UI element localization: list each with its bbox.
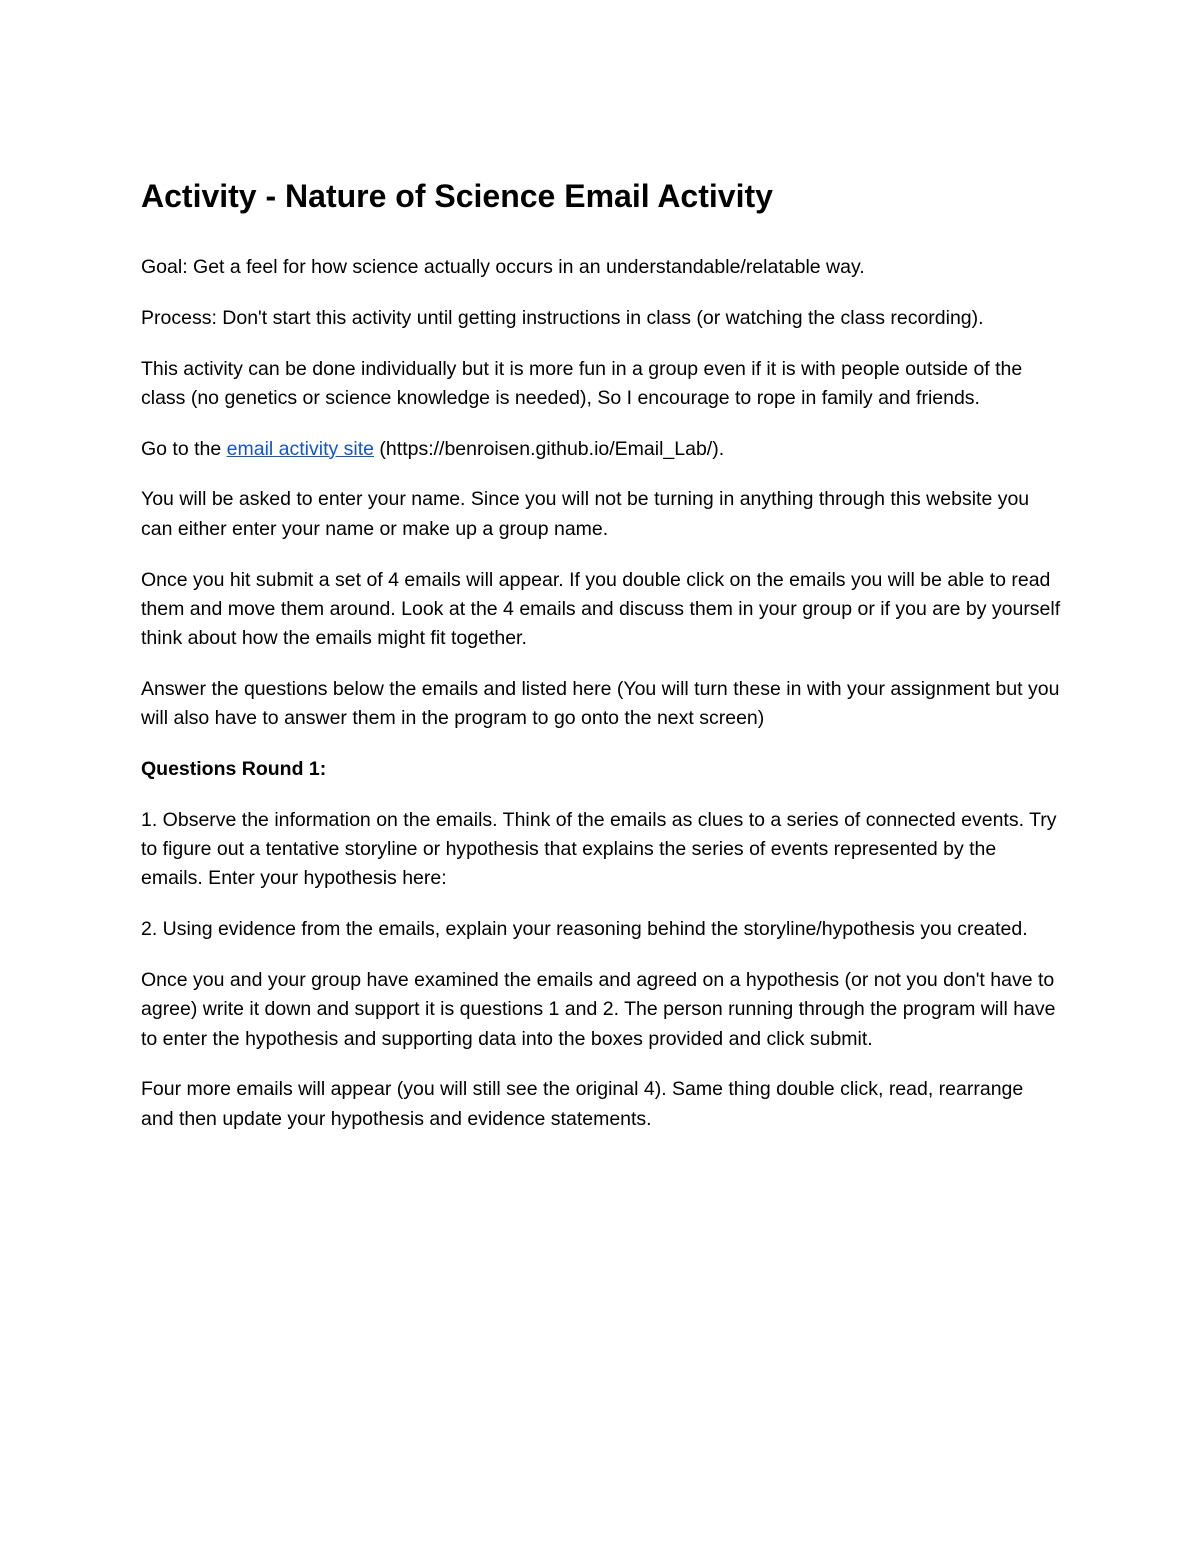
examined-paragraph: Once you and your group have examined the emails and agreed on a hypothesis (or not you don't have to agree) write it down and support it is questions 1 and 2. The person running through the program will have to enter the hypothesis and supporting data into the boxes provided and click submit.: [141, 969, 1056, 1050]
email-activity-site-link[interactable]: email activity site: [226, 437, 375, 460]
process-paragraph: Process: Don't start this activity until getting instructions in class (or watching the class recording).: [141, 306, 984, 329]
goto-prefix: Go to the: [141, 437, 227, 460]
four-more-paragraph: Four more emails will appear (you will still see the original 4). Same thing double click, read, rearrange and then update your hypothesis and evidence statements.: [141, 1078, 1024, 1130]
question-1: 1. Observe the information on the emails. Think of the emails as clues to a series of connected events. Try to figure out a tentative storyline or hypothesis that explains the series of events represented by the emails. Enter your hypothesis here:: [141, 808, 1057, 890]
question-2: 2. Using evidence from the emails, explain your reasoning behind the storyline/hypothesis you created.: [141, 918, 1028, 941]
submit-paragraph: Once you hit submit a set of 4 emails will appear. If you double click on the emails you will be able to read them and move them around. Look at the 4 emails and discuss them in your group or if you are by yourself think about how the emails might fit together.: [141, 568, 1061, 650]
goal-paragraph: Goal: Get a feel for how science actually occurs in an understandable/relatable way.: [141, 256, 865, 278]
document-title: Activity - Nature of Science Email Activity: [141, 178, 773, 214]
group-paragraph: This activity can be done individually but it is more fun in a group even if it is with people outside of the class (no genetics or science knowledge is needed), So I encourage to rope in family and friends.: [141, 357, 1023, 409]
document-body: [141, 176, 1061, 1156]
goto-paragraph: [141, 435, 1061, 464]
questions-round-heading: Questions Round 1:: [141, 758, 327, 781]
goto-suffix: (https://benroisen.github.io/Email_Lab/).: [374, 437, 725, 460]
answer-paragraph: Answer the questions below the emails and listed here (You will turn these in with your assignment but you will also have to answer them in the program to go onto the next screen): [141, 677, 1060, 730]
enter-name-paragraph: You will be asked to enter your name. Since you will not be turning in anything through this website you can either enter your name or make up a group name.: [141, 488, 1030, 540]
